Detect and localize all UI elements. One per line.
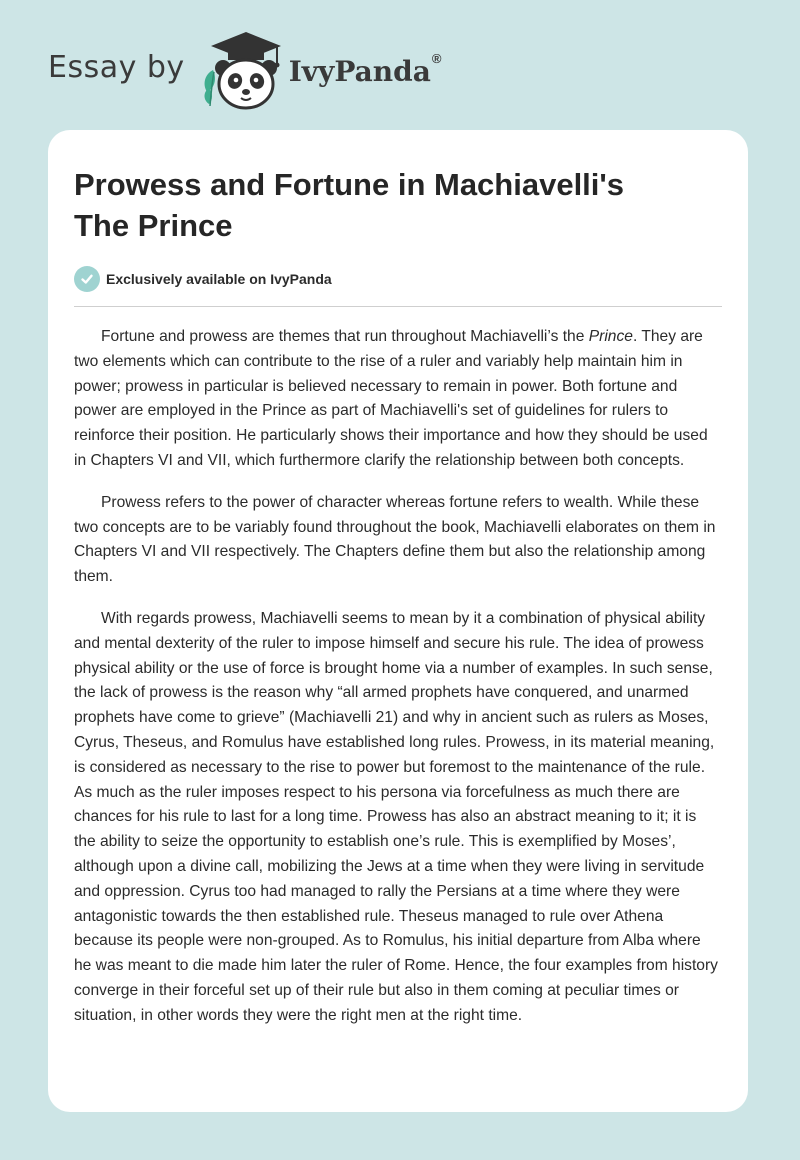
leaf-icon (204, 70, 215, 106)
paragraph-2: Prowess refers to the power of character whereas fortune refers to wealth. While these two concepts are to be variably found throughout the book, Machiavelli elaborates on them in Chapters VI and VII respectively. The Chapters define them but also the relationship among them. (74, 493, 716, 586)
panda-graduate-icon[interactable] (199, 30, 285, 110)
page-title (74, 164, 722, 246)
brand-name: IvyPanda (288, 54, 431, 88)
book-title-emphasis: Prince (588, 328, 633, 345)
paragraph-1 (74, 325, 722, 474)
site-header (48, 30, 441, 110)
paragraph-3: With regards prowess, Machiavelli seems to mean by it a combination of physical ability and mental dexterity of the ruler to impose himself and secure his rule. The idea of prowess physical ability or the use of force is brought home via a number of examples. In such sense, the lack of prowess is the reason why “all armed prophets have conquered, and unarmed prophets have come to grieve” (Machiavelli 21) and why in ancient such as rulers as Moses, Cyrus, Theseus, and Romulus have established long rules. Prowess, in its material meaning, is considered as necessary to the rise to power but foremost to the maintenance of the rule. As much as the ruler imposes respect to his persona via forcefulness as much there are chances for his rule to last for a long time. Prowess has also an abstract meaning to it; it is the ability to seize the opportunity to establish one’s rule. This is exemplified by Moses’, although upon a divine call, mobilizing the Jews at a time when they were living in servitude and oppression. Cyrus too had managed to rally the Persians at a time where they were antagonistic towards the then established rule. Theseus managed to rule over Athena because its people were non-grouped. As to Romulus, his initial departure from Alba where he was meant to die made him later the ruler of Rome. Hence, the four examples from history converge in their forceful set up of their rule but also in them coming at peculiar times or situation, in other words they were the right men at the right time. (74, 609, 718, 1024)
paragraph-1-text-a: Fortune and prowess are themes that run throughout Machiavelli’s the (101, 328, 589, 345)
exclusive-badge-text: Exclusively available on IvyPanda (106, 271, 332, 287)
essay-card (48, 130, 748, 1112)
brand-logo-text[interactable] (288, 50, 442, 88)
registered-mark: ® (431, 50, 442, 66)
paragraph-1-text-b: . They are two elements which can contribute to the rise of a ruler and variably help maintain him in power; prowess in particular is believed necessary to remain in power. Both fortune and power are employed in the Prince as part of Machiavelli's set of guidelines for rulers to reinforce their position. He particularly shows their importance and how they should be used in Chapters VI and VII, which furthermore clarify the relationship between both concepts. (74, 328, 708, 469)
title-line-1: Prowess and Fortune in Machiavelli's (74, 167, 625, 202)
title-line-2: The Prince (74, 208, 233, 243)
divider (74, 306, 722, 307)
check-icon (74, 266, 100, 292)
exclusive-badge (74, 266, 722, 292)
essay-by-label: Essay by (48, 49, 185, 85)
